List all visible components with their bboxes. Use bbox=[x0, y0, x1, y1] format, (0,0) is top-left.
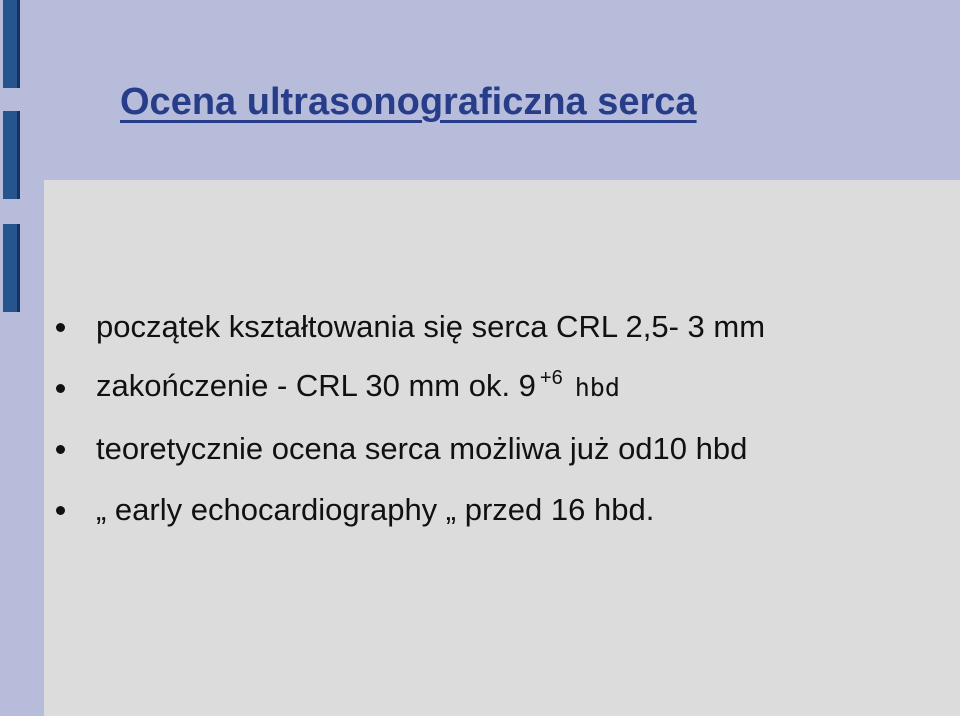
bullet-text-1: początek kształtowania się serca CRL 2,5- 3 mm bbox=[96, 308, 766, 344]
bullet-text-4: „ early echocardiography „ przed 16 hbd. bbox=[96, 491, 655, 527]
bullet-text-2-suffix: hbd bbox=[574, 372, 620, 402]
accent-bar-3 bbox=[3, 224, 20, 312]
accent-bar-2 bbox=[3, 111, 20, 199]
bullet-dot-icon bbox=[56, 506, 65, 515]
slide-title: Ocena ultrasonograficzna serca bbox=[120, 81, 697, 123]
bullet-text-2-superscript: +6 bbox=[539, 366, 563, 389]
accent-bar-1 bbox=[3, 0, 20, 88]
bullet-dot-icon bbox=[56, 384, 65, 393]
bullet-dot-icon bbox=[56, 323, 65, 332]
bullet-text-3: teoretycznie ocena serca możliwa już od10 hbd bbox=[96, 430, 748, 466]
bullet-text-2-wrapper bbox=[96, 366, 620, 410]
bullet-text-2: zakończenie - CRL 30 mm ok. 9 bbox=[96, 367, 536, 403]
bullet-dot-icon bbox=[56, 445, 65, 454]
left-band bbox=[0, 0, 44, 716]
